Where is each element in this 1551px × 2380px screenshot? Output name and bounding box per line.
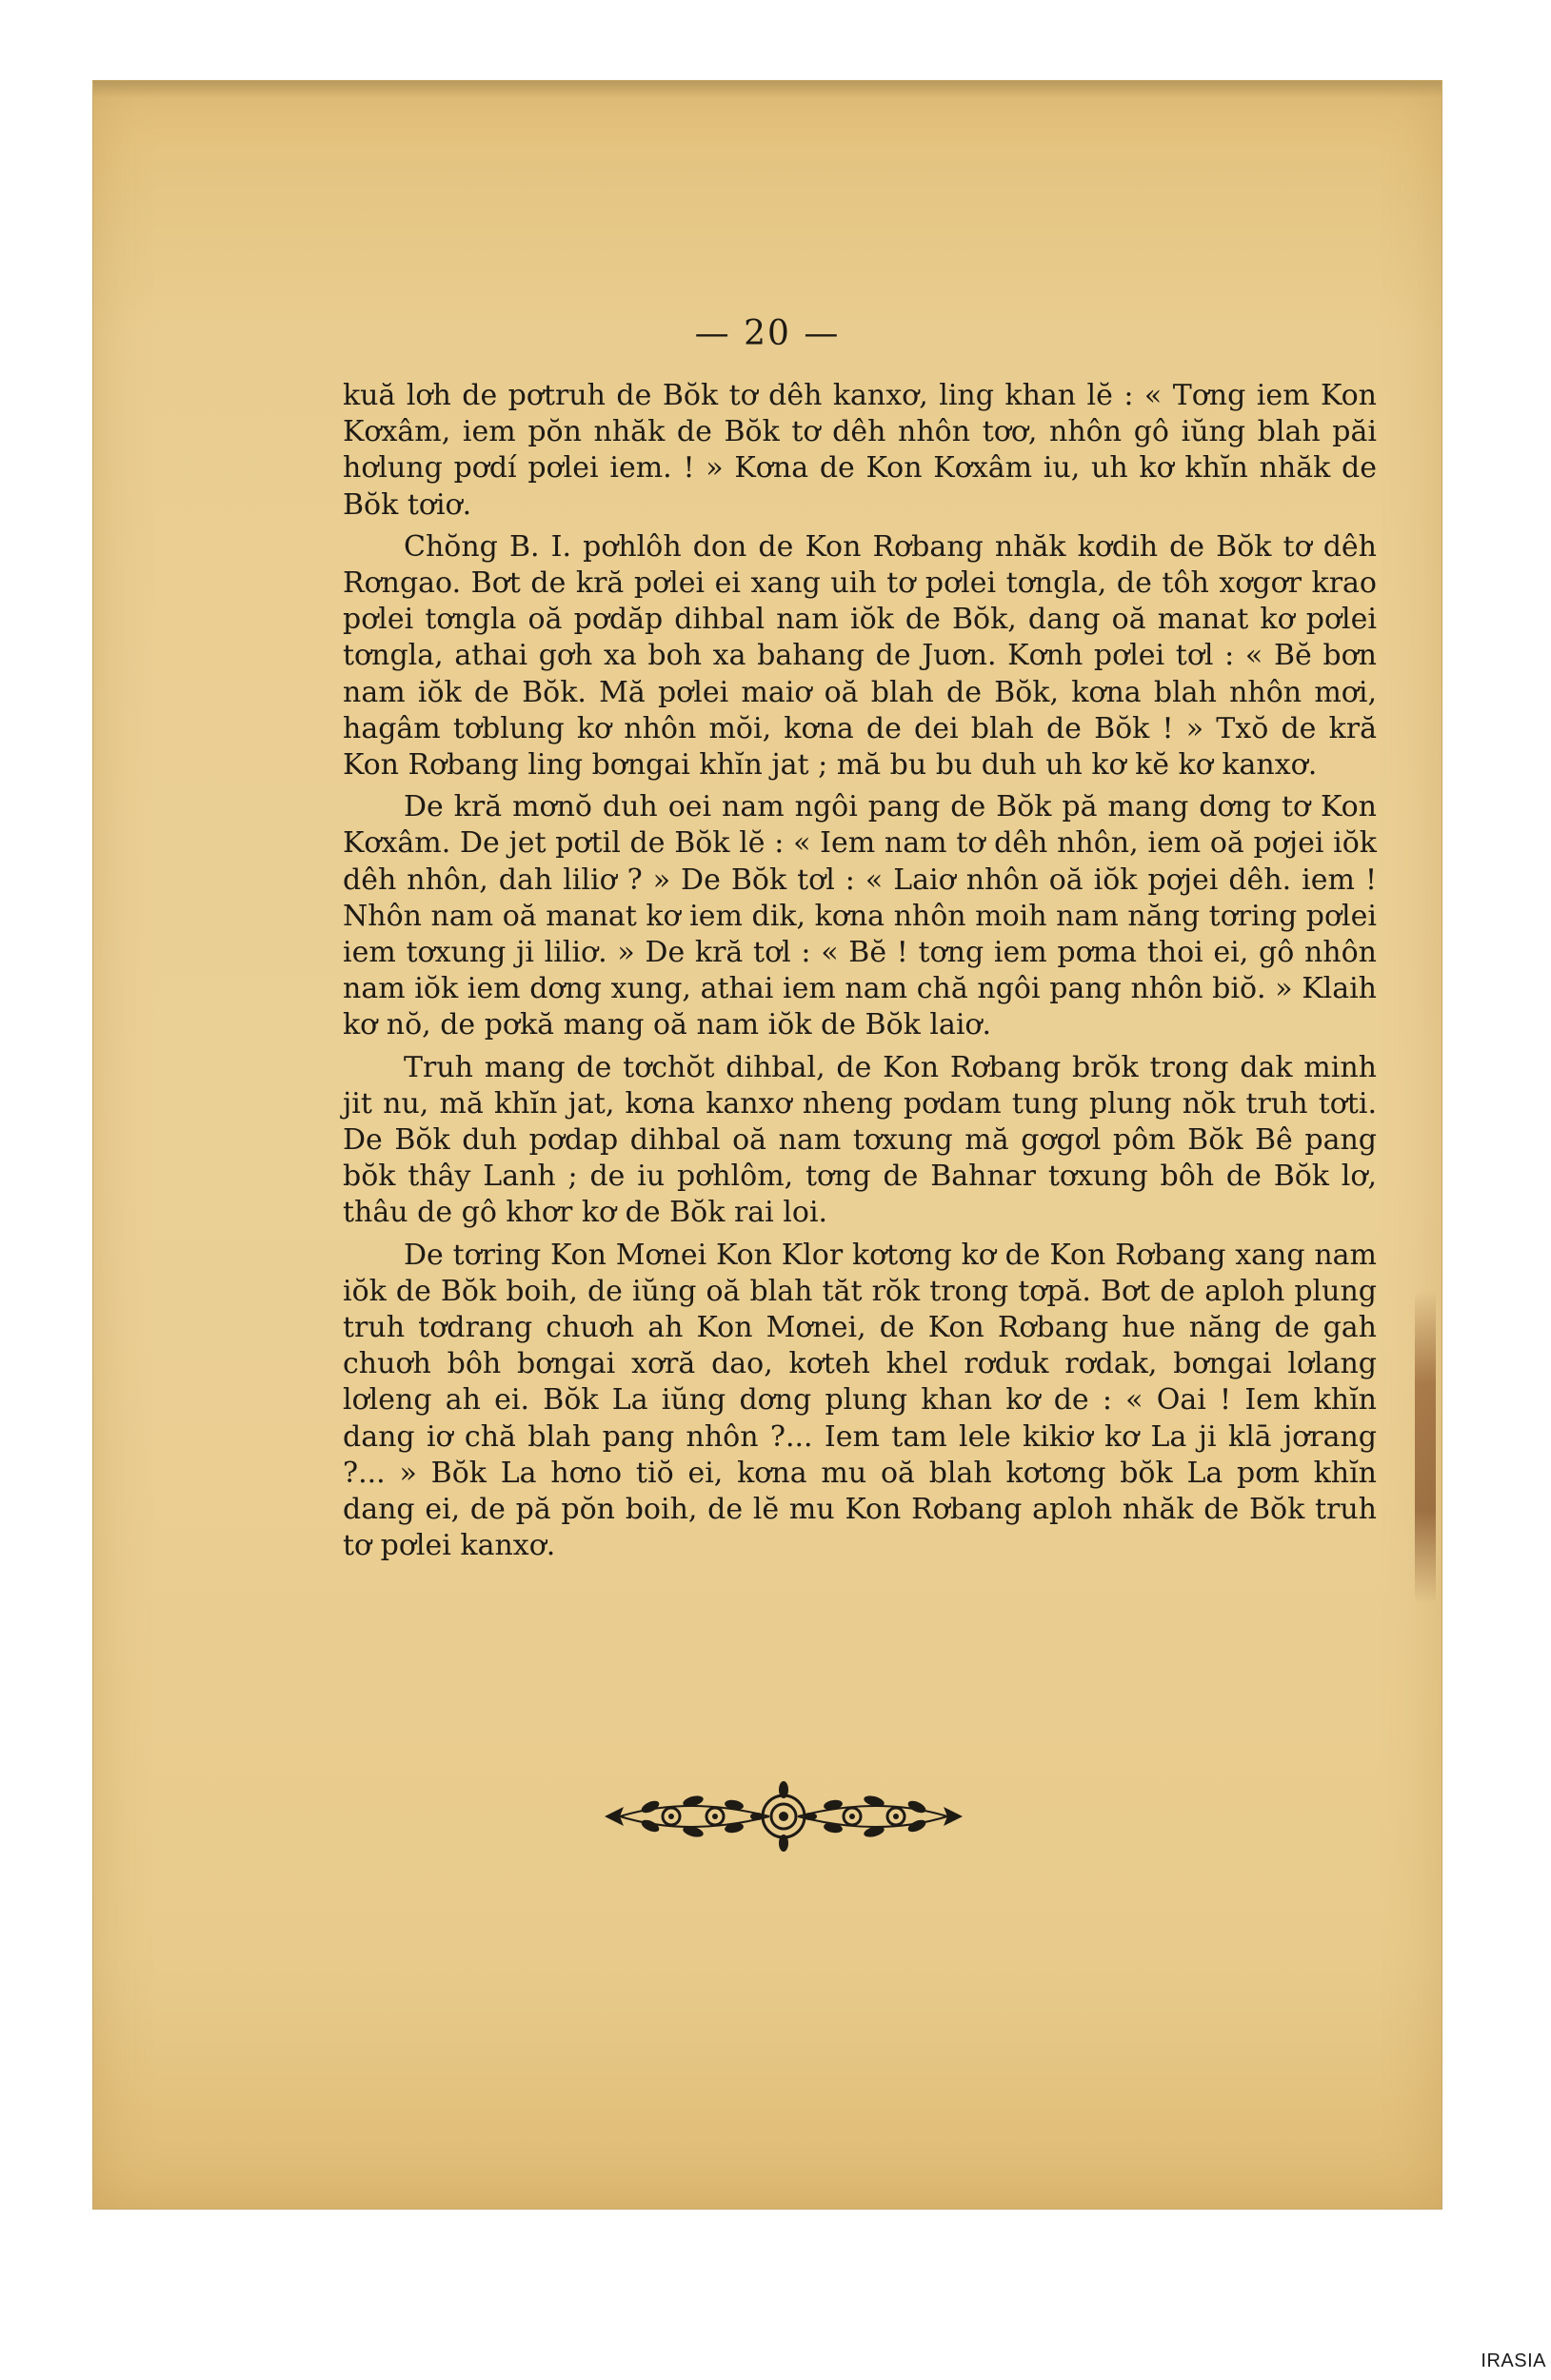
paragraph-5: De tơring Kon Mơnei Kon Klor kơtơng kơ de Kon Rơbang xang nam iŏk de Bŏk boih, de iŭng oă blah tăt rŏk trong tơpă. Bơt de aploh plung truh tơdrang chuơh ah Kon Mơnei, de Kon Rơbang hue năng de gah chuơh bôh bơngai xơră dao, kơteh khel rơduk rơdak, bơngai lơlang lơleng ah ei. Bŏk La iŭng dơng plung khan kơ de : « Oai ! Iem khĭn dang iơ chă blah pang nhôn ?... Iem tam lele kikiơ kơ La ji klā jơrang ?... » Bŏk La hơno tiŏ ei, kơna mu oă blah kơtơng bŏk La pơm khĭn dang ei, de pă pŏn boih, de lĕ mu Kon Rơbang aploh nhăk de Bŏk truh tơ pơlei kanxơ. [343, 1238, 1377, 1563]
body-text [343, 378, 1377, 1571]
paragraph-3: De kră mơnŏ duh oei nam ngôi pang de Bŏk pă mang dơng tơ Kon Kơxâm. De jet pơtil de Bŏk lĕ : « Iem nam tơ dêh nhôn, iem oă pơjei iŏk dêh nhôn, dah liliơ ? » De Bŏk tơl : « Laiơ nhôn oă iŏk pơjei dêh. iem ! Nhôn nam oă manat kơ iem dik, kơna nhôn moih nam năng tơring pơlei iem tơxung ji liliơ. » De kră tơl : « Bĕ ! tơng iem pơma thoi ei, gô nhôn nam iŏk iem dơng xung, athai iem nam chă ngôi pang nhôn biŏ. » Klaih kơ nŏ, de pơkă mang oă nam iŏk de Bŏk laiơ. [343, 790, 1377, 1042]
page-top-edge [93, 81, 1442, 98]
page-number: — 20 — [694, 314, 841, 353]
page-stain [1415, 1290, 1436, 1604]
paragraph-1: kuă lơh de pơtruh de Bŏk tơ dêh kanxơ, ling khan lĕ : « Tơng iem Kon Kơxâm, iem pŏn nhăk de Bŏk tơ dêh nhôn tơơ, nhôn gô iŭng blah păi hơlung pơdí pơlei iem. ! » Kơna de Kon Kơxâm iu, uh kơ khĭn nhăk de Bŏk tơiơ. [343, 379, 1377, 522]
scanned-page [93, 81, 1442, 2209]
paragraph-2: Chŏng B. I. pơhlôh don de Kon Rơbang nhăk kơdih de Bŏk tơ dêh Rơngao. Bơt de kră pơlei ei xang uih tơ pơlei tơngla, de tôh xơgơr krao pơlei tơngla oă pơdăp dihbal nam iŏk de Bŏk, dang oă manat kơ pơlei tơngla, athai gơh xa boh xa bahang de Juơn. Kơnh pơlei tơl : « Bĕ bơn nam iŏk de Bŏk. Mă pơlei maiơ oă blah de Bŏk, kơna blah nhôn mơi, hagâm tơblung kơ nhôn mŏi, kơna de dei blah de Bŏk ! » Txŏ de kră Kon Rơbang ling bơngai khĭn jat ; mă bu bu duh uh kơ kĕ kơ kanxơ. [343, 529, 1377, 783]
paragraph-4: Truh mang de tơchŏt dihbal, de Kon Rơbang brŏk trong dak minh jit nu, mă khĭn jat, kơna kanxơ nheng pơdam tung plung nŏk truh tơti. De Bŏk duh pơdap dihbal oă nam tơxung mă gơgơl pôm Bŏk Bê pang bŏk thây Lanh ; de iu pơhlôm, tơng de Bahnar tơxung bôh de Bŏk lơ, thâu de gô khơr kơ de Bŏk rai loi. [343, 1050, 1377, 1230]
floral-ornament-icon [603, 1778, 964, 1854]
source-watermark: IRASIA [1481, 2350, 1546, 2371]
